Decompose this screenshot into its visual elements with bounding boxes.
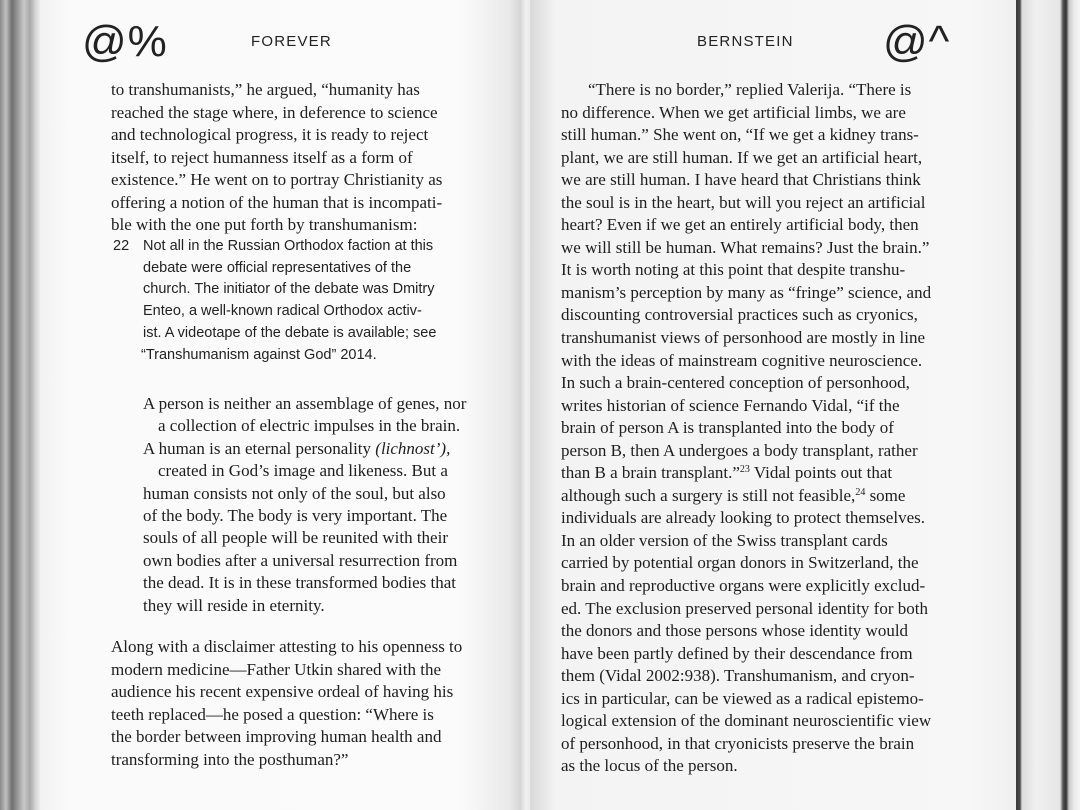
text-line: brain of person A is transplanted into the body of xyxy=(561,418,894,438)
text-line xyxy=(561,485,931,508)
footnote-line: ist. A videotape of the debate is available; see xyxy=(143,324,437,341)
text-line: to transhumanists,” he argued, “humanity has xyxy=(111,80,420,99)
quote-line: of the body. The body is very important. The xyxy=(143,506,448,526)
text-line: individuals are already looking to protect themselves. xyxy=(561,508,925,528)
text-line: itself, to reject humanness itself as a form of xyxy=(111,147,413,167)
text-segment: Vidal points out that xyxy=(749,463,893,483)
text-line: no difference. When we get artificial limbs, we are xyxy=(561,102,906,122)
quote-line: a collection of electric impulses in the brain. xyxy=(158,416,461,436)
quote-line: A person is neither an assemblage of genes, nor xyxy=(143,394,467,413)
quote-text: A human is an eternal personality xyxy=(143,438,376,458)
text-line: ble with the one put forth by transhumanism: xyxy=(111,215,418,234)
text-line xyxy=(561,462,931,485)
text-line: as the locus of the person. xyxy=(561,756,738,776)
text-line: It is worth noting at this point that despite transhu- xyxy=(561,260,906,280)
quote-line: created in God’s image and likeness. But a xyxy=(158,461,448,481)
quote-line: human consists not only of the soul, but also xyxy=(143,483,446,503)
left-corner-mark: @% xyxy=(82,17,168,66)
footnote-22 xyxy=(113,236,493,368)
text-line: the border between improving human health and xyxy=(111,727,442,746)
text-line: transhumanist views of personhood are mostly in line xyxy=(561,328,926,348)
text-line: modern medicine—Father Utkin shared with the xyxy=(111,659,441,679)
text-line: In an older version of the Swiss transplant cards xyxy=(561,530,888,550)
text-line: the soul is in the heart, but will you reject an artificial xyxy=(561,192,926,212)
text-line: with the ideas of mainstream cognitive neuroscience. xyxy=(561,350,923,370)
block-quote xyxy=(143,393,466,617)
text-line: manism’s perception by many as “fringe” science, and xyxy=(561,282,932,302)
text-segment: than B a brain transplant.” xyxy=(561,463,740,483)
text-line: ics in particular, can be viewed as a radical epistemo- xyxy=(561,688,924,708)
footnote-line: Not all in the Russian Orthodox faction at this xyxy=(143,238,434,254)
text-line: carried by potential organ donors in Switzerland, the xyxy=(561,553,919,573)
text-line: logical extension of the dominant neuroscientific view xyxy=(561,711,932,731)
quote-italic-term: (lichnost’), xyxy=(375,438,451,458)
text-line: brain and reproductive organs were explicitly exclud- xyxy=(561,576,926,596)
text-line: audience his recent expensive ordeal of having his xyxy=(111,682,454,701)
text-line: existence.” He went on to portray Christianity as xyxy=(111,170,443,189)
text-line: writes historian of science Fernando Vidal, “if the xyxy=(561,395,900,415)
text-line: person B, then A undergoes a body transplant, rather xyxy=(561,440,918,460)
text-segment: some xyxy=(865,485,906,505)
left-running-head: FOREVER xyxy=(251,33,332,50)
text-line: offering a notion of the human that is incompati- xyxy=(111,192,443,212)
left-paragraph-bottom xyxy=(111,636,462,771)
footnote-ref-23[interactable]: 23 xyxy=(739,464,750,476)
footnote-line: debate were official representatives of the xyxy=(143,259,412,276)
footnote-line: church. The initiator of the debate was Dmitry xyxy=(143,281,435,298)
text-line: and technological progress, it is ready to reject xyxy=(111,125,429,144)
quote-line: the dead. It is in these transformed bodies that xyxy=(143,573,456,593)
text-line: have been partly defined by their descendance from xyxy=(561,643,913,663)
right-page-text xyxy=(561,79,931,778)
text-line: Along with a disclaimer attesting to his openness to xyxy=(111,637,463,656)
text-line: the donors and those persons whose identity would xyxy=(561,621,909,641)
text-segment: although such a surgery is still not feasible, xyxy=(561,485,856,505)
left-page-edges xyxy=(0,0,40,810)
text-line: heart? Even if we get an entirely artificial body, then xyxy=(561,215,919,235)
text-line: still human.” She went on, “If we get a kidney trans- xyxy=(561,125,919,145)
right-page-edges xyxy=(1016,0,1080,810)
text-line: we are still human. I have heard that Christians think xyxy=(561,170,921,190)
text-line: teeth replaced—he posed a question: “Where is xyxy=(111,704,434,724)
text-line: reached the stage where, in deference to science xyxy=(111,102,438,122)
text-line: plant, we are still human. If we get an artificial heart, xyxy=(561,147,923,167)
left-paragraph-top xyxy=(111,79,442,237)
text-line: “There is no border,” replied Valerija. “There is xyxy=(588,80,912,99)
quote-line: they will reside in eternity. xyxy=(143,595,325,615)
text-line: them (Vidal 2002:938). Transhumanism, and cryon- xyxy=(561,666,915,686)
footnote-line: “Transhumanism against God” 2014. xyxy=(141,346,377,363)
text-line: we will still be human. What remains? Just the brain.” xyxy=(561,237,930,257)
right-running-head: BERNSTEIN xyxy=(697,33,794,50)
text-line: of personhood, in that cryonicists preserve the brain xyxy=(561,733,915,753)
quote-line: own bodies after a universal resurrection from xyxy=(143,550,458,570)
footnote-number: 22 xyxy=(113,238,130,254)
text-line: discounting controversial practices such as cryonics, xyxy=(561,305,918,325)
footnote-line: Enteo, a well-known radical Orthodox activ- xyxy=(143,303,422,320)
text-line: ed. The exclusion preserved personal identity for both xyxy=(561,598,928,618)
text-line: transforming into the posthuman?” xyxy=(111,749,349,769)
text-line: In such a brain-centered conception of personhood, xyxy=(561,373,910,393)
quote-line xyxy=(143,438,466,460)
quote-line: souls of all people will be reunited with their xyxy=(143,528,448,548)
right-corner-mark: @^ xyxy=(883,17,951,66)
footnote-ref-24[interactable]: 24 xyxy=(855,486,866,498)
footnote-body xyxy=(143,236,436,366)
